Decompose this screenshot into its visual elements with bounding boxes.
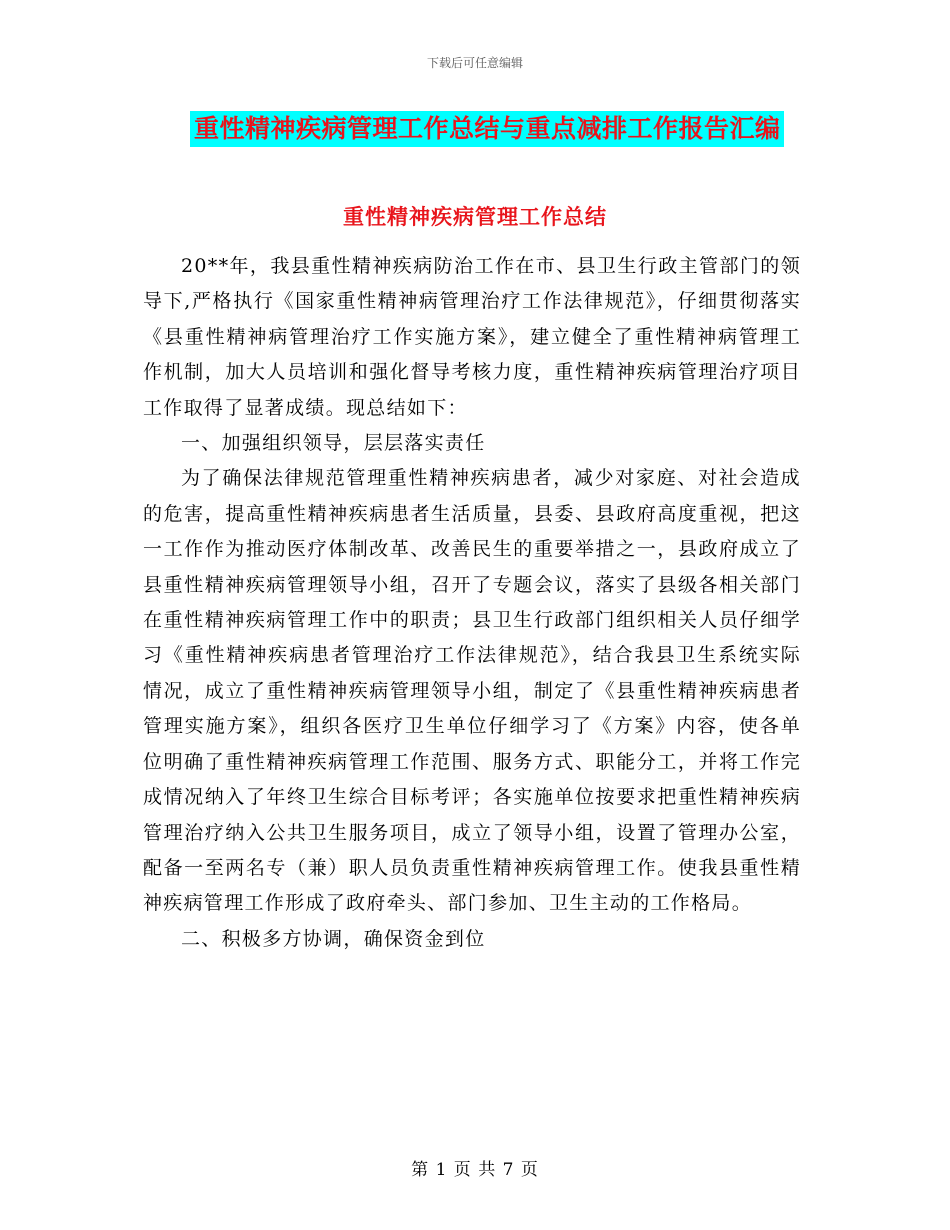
main-title: 重性精神疾病管理工作总结与重点减排工作报告汇编 — [190, 111, 784, 147]
section-title: 重性精神疾病管理工作总结 — [343, 205, 607, 229]
heading-two: 二、积极多方协调，确保资金到位 — [181, 927, 486, 950]
page-footer: 第 1 页 共 7 页 — [411, 1160, 539, 1180]
heading-one: 一、加强组织领导，层层落实责任 — [181, 432, 486, 455]
paragraph-intro: 20**年，我县重性精神疾病防治工作在市、县卫生行政主管部门的领导下,严格执行《国家重性精神病管理治疗工作法律规范》，仔细贯彻落实《县重性精神病管理治疗工作实施方案》，建立健全了重性精神病管理工作机制，加大人员培训和强化督导考核力度，重性精神疾病管理治疗项目工作取得了显著成绩。现总结如下： — [143, 255, 801, 419]
body-text — [143, 249, 801, 957]
main-title-container — [190, 111, 784, 147]
header-note: 下载后可任意编辑 — [426, 56, 523, 70]
paragraph-organization: 为了确保法律规范管理重性精神疾病患者，减少对家庭、对社会造成的危害，提高重性精神疾病患者生活质量，县委、县政府高度重视，把这一工作作为推动医疗体制改革、改善民生的重要举措之一，县政府成立了县重性精神疾病管理领导小组，召开了专题会议，落实了县级各相关部门在重性精神疾病管理工作中的职责；县卫生行政部门组织相关人员仔细学习《重性精神疾病患者管理治疗工作法律规范》，结合我县卫生系统实际情况，成立了重性精神疾病管理领导小组，制定了《县重性精神疾病患者管理实施方案》，组织各医疗卫生单位仔细学习了《方案》内容，使各单位明确了重性精神疾病管理工作范围、服务方式、职能分工，并将工作完成情况纳入了年终卫生综合目标考评；各实施单位按要求把重性精神疾病管理治疗纳入公共卫生服务项目，成立了领导小组，设置了管理办公室，配备一至两名专（兼）职人员负责重性精神疾病管理工作。使我县重性精神疾病管理工作形成了政府牵头、部门参加、卫生主动的工作格局。 — [143, 467, 801, 915]
